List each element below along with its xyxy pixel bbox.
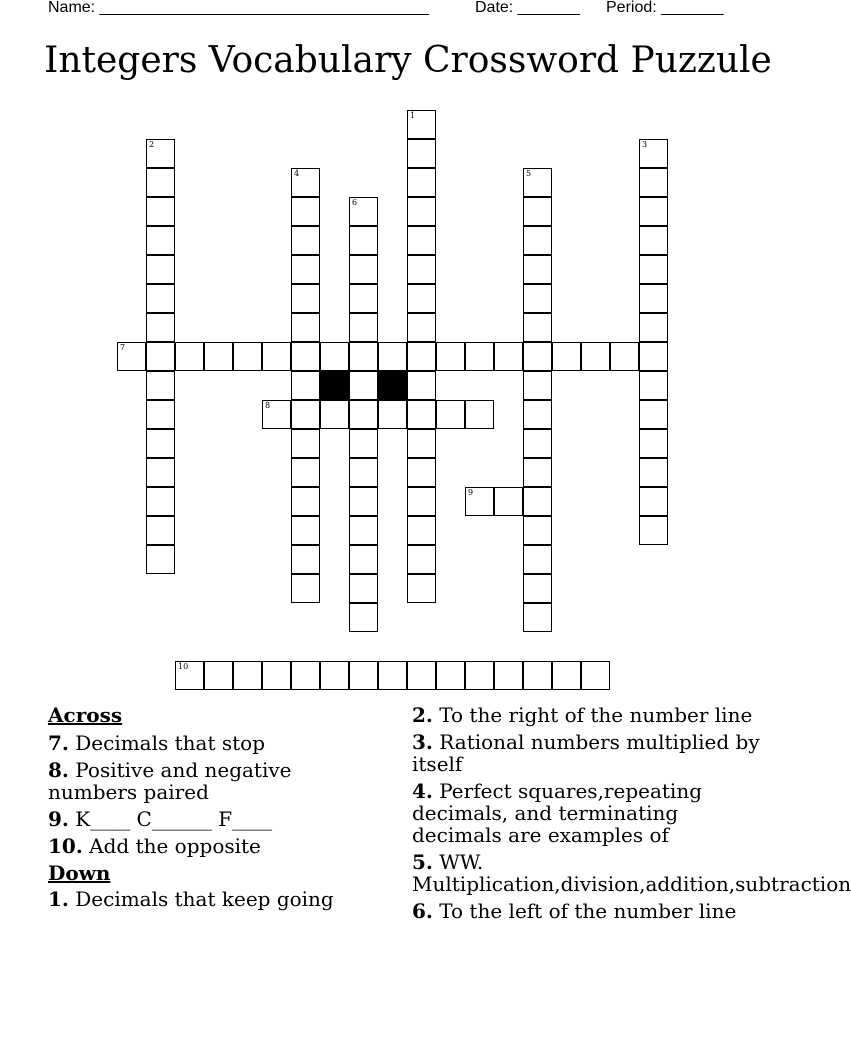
crossword-cell[interactable] (639, 371, 668, 400)
clue-text: Positive and negative numbers paired (48, 758, 292, 804)
crossword-cell[interactable] (407, 371, 436, 400)
crossword-cell[interactable] (291, 313, 320, 342)
crossword-cell[interactable] (465, 661, 494, 690)
crossword-cell[interactable] (291, 226, 320, 255)
crossword-cell[interactable] (291, 458, 320, 487)
crossword-cell[interactable] (146, 226, 175, 255)
crossword-cell[interactable] (407, 545, 436, 574)
crossword-cell[interactable] (146, 255, 175, 284)
crossword-cell[interactable] (349, 400, 378, 429)
name-field-label[interactable]: Name: _____________________________________ (48, 0, 429, 16)
clue-text: To the left of the number line (439, 899, 737, 923)
clue-number: 10. (48, 834, 83, 858)
crossword-cell[interactable] (610, 342, 639, 371)
crossword-cell[interactable] (146, 487, 175, 516)
crossword-cell[interactable] (523, 168, 552, 197)
period-field-label[interactable]: Period: _______ (606, 0, 724, 16)
clue-number-label: 10 (178, 662, 189, 671)
crossword-cell[interactable] (349, 284, 378, 313)
crossword-cell[interactable] (349, 661, 378, 690)
clue-text: WW. Multiplication,division,addition,subtraction (412, 850, 851, 896)
clue-number-label: 3 (642, 140, 648, 149)
crossword-cell[interactable] (378, 342, 407, 371)
crossword-cell[interactable] (523, 429, 552, 458)
clue-number: 1. (48, 887, 69, 911)
crossword-cell[interactable] (146, 371, 175, 400)
clue-text: Decimals that stop (75, 731, 266, 755)
crossword-cell[interactable] (146, 429, 175, 458)
crossword-cell[interactable] (639, 429, 668, 458)
crossword-cell[interactable] (349, 487, 378, 516)
clue-number-label: 4 (294, 169, 300, 178)
crossword-cell[interactable] (494, 487, 523, 516)
crossword-cell[interactable] (523, 197, 552, 226)
crossword-cell[interactable] (349, 603, 378, 632)
clue-across-7 (48, 732, 378, 754)
crossword-cell[interactable] (407, 342, 436, 371)
crossword-cell[interactable] (407, 168, 436, 197)
crossword-cell[interactable] (291, 284, 320, 313)
crossword-cell[interactable] (349, 197, 378, 226)
crossword-cell[interactable] (523, 313, 552, 342)
crossword-cell[interactable] (523, 342, 552, 371)
crossword-cell[interactable] (146, 342, 175, 371)
clue-down-3 (412, 731, 772, 775)
crossword-cell[interactable] (349, 255, 378, 284)
crossword-cell[interactable] (349, 371, 378, 400)
crossword-cell[interactable] (117, 342, 146, 371)
crossword-cell[interactable] (407, 139, 436, 168)
crossword-cell[interactable] (465, 342, 494, 371)
clue-down-4 (412, 780, 772, 846)
crossword-cell[interactable] (639, 400, 668, 429)
clue-number-label: 5 (526, 169, 532, 178)
crossword-cell[interactable] (262, 400, 291, 429)
crossword-cell[interactable] (146, 400, 175, 429)
crossword-cell[interactable] (407, 458, 436, 487)
crossword-cell[interactable] (378, 400, 407, 429)
crossword-cell[interactable] (523, 226, 552, 255)
crossword-cell[interactable] (407, 110, 436, 139)
crossword-cell[interactable] (320, 661, 349, 690)
crossword-cell[interactable] (233, 661, 262, 690)
crossword-cell[interactable] (407, 197, 436, 226)
clue-number: 4. (412, 779, 433, 803)
crossword-cell[interactable] (552, 342, 581, 371)
crossword-cell[interactable] (436, 400, 465, 429)
crossword-cell[interactable] (291, 429, 320, 458)
crossword-cell[interactable] (465, 487, 494, 516)
crossword-cell[interactable] (349, 516, 378, 545)
crossword-cell[interactable] (407, 429, 436, 458)
crossword-cell[interactable] (581, 342, 610, 371)
crossword-cell[interactable] (146, 168, 175, 197)
clue-text: Add the opposite (89, 834, 261, 858)
crossword-cell[interactable] (407, 487, 436, 516)
crossword-cell[interactable] (407, 516, 436, 545)
crossword-cell[interactable] (581, 661, 610, 690)
clue-number: 3. (412, 730, 433, 754)
crossword-cell[interactable] (523, 487, 552, 516)
crossword-cell[interactable] (146, 197, 175, 226)
clue-down-6 (412, 900, 772, 922)
clue-number: 2. (412, 703, 433, 727)
crossword-cell[interactable] (436, 661, 465, 690)
crossword-cell[interactable] (146, 284, 175, 313)
crossword-cell[interactable] (523, 255, 552, 284)
clues-column-left (48, 704, 378, 915)
crossword-cell[interactable] (291, 545, 320, 574)
crossword-cell[interactable] (523, 545, 552, 574)
crossword-cell[interactable] (291, 661, 320, 690)
clue-down-2 (412, 704, 772, 726)
crossword-cell[interactable] (349, 545, 378, 574)
black-square (320, 371, 349, 400)
crossword-cell[interactable] (436, 342, 465, 371)
clue-across-9 (48, 808, 378, 830)
clue-number: 5. (412, 850, 433, 874)
clue-number: 6. (412, 899, 433, 923)
crossword-cell[interactable] (291, 197, 320, 226)
clue-text: Perfect squares,repeating decimals, and terminating decimals are examples of (412, 779, 703, 847)
date-field-label[interactable]: Date: _______ (475, 0, 580, 16)
clue-number-label: 1 (410, 111, 416, 120)
crossword-cell[interactable] (146, 139, 175, 168)
crossword-cell[interactable] (465, 400, 494, 429)
crossword-cell[interactable] (291, 400, 320, 429)
crossword-cell[interactable] (639, 516, 668, 545)
crossword-cell[interactable] (523, 458, 552, 487)
crossword-cell[interactable] (262, 661, 291, 690)
crossword-cell[interactable] (639, 139, 668, 168)
crossword-cell[interactable] (407, 226, 436, 255)
crossword-cell[interactable] (349, 342, 378, 371)
crossword-cell[interactable] (146, 313, 175, 342)
clue-number: 8. (48, 758, 69, 782)
crossword-cell[interactable] (320, 400, 349, 429)
crossword-cell[interactable] (639, 487, 668, 516)
crossword-cell[interactable] (639, 255, 668, 284)
crossword-cell[interactable] (349, 429, 378, 458)
crossword-cell[interactable] (175, 661, 204, 690)
crossword-cell[interactable] (204, 342, 233, 371)
crossword-cell[interactable] (407, 400, 436, 429)
page-title: Integers Vocabulary Crossword Puzzule (44, 40, 772, 81)
clue-down-1 (48, 888, 378, 910)
clue-across-8 (48, 759, 378, 803)
crossword-cell[interactable] (523, 574, 552, 603)
black-square (378, 371, 407, 400)
crossword-cell[interactable] (407, 574, 436, 603)
crossword-cell[interactable] (320, 342, 349, 371)
crossword-cell[interactable] (639, 342, 668, 371)
crossword-cell[interactable] (523, 603, 552, 632)
crossword-cell[interactable] (291, 574, 320, 603)
clue-number-label: 7 (120, 343, 126, 352)
crossword-cell[interactable] (407, 255, 436, 284)
clue-number-label: 9 (468, 488, 474, 497)
crossword-cell[interactable] (291, 255, 320, 284)
crossword-cell[interactable] (146, 545, 175, 574)
crossword-cell[interactable] (146, 458, 175, 487)
crossword-cell[interactable] (639, 313, 668, 342)
across-heading: Across (48, 703, 123, 727)
crossword-cell[interactable] (523, 371, 552, 400)
crossword-cell[interactable] (175, 342, 204, 371)
clue-number-label: 6 (352, 198, 358, 207)
crossword-cell[interactable] (378, 661, 407, 690)
down-heading: Down (48, 861, 111, 885)
crossword-cell[interactable] (349, 226, 378, 255)
crossword-cell[interactable] (523, 284, 552, 313)
crossword-cell[interactable] (639, 458, 668, 487)
clue-text: To the right of the number line (439, 703, 753, 727)
crossword-cell[interactable] (552, 661, 581, 690)
crossword-cell[interactable] (523, 400, 552, 429)
clue-number: 7. (48, 731, 69, 755)
crossword-cell[interactable] (349, 574, 378, 603)
crossword-cell[interactable] (523, 661, 552, 690)
clue-across-10 (48, 835, 378, 857)
crossword-cell[interactable] (407, 313, 436, 342)
clue-number: 9. (48, 807, 69, 831)
crossword-cell[interactable] (291, 371, 320, 400)
clue-number-label: 2 (149, 140, 155, 149)
clue-number-label: 8 (265, 401, 271, 410)
clue-down-5 (412, 850, 851, 896)
crossword-cell[interactable] (291, 342, 320, 371)
crossword-cell[interactable] (349, 458, 378, 487)
crossword-cell[interactable] (639, 226, 668, 255)
crossword-cell[interactable] (233, 342, 262, 371)
crossword-cell[interactable] (262, 342, 291, 371)
crossword-cell[interactable] (204, 661, 233, 690)
clue-text: Rational numbers multiplied by itself (412, 730, 760, 776)
crossword-cell[interactable] (639, 284, 668, 313)
crossword-cell[interactable] (291, 168, 320, 197)
crossword-cell[interactable] (291, 487, 320, 516)
clue-text: Decimals that keep going (75, 887, 334, 911)
clues-column-right (412, 703, 851, 927)
crossword-cell[interactable] (349, 313, 378, 342)
crossword-cell[interactable] (494, 661, 523, 690)
crossword-cell[interactable] (407, 661, 436, 690)
crossword-cell[interactable] (639, 168, 668, 197)
clue-text: K____ C______ F____ (75, 807, 273, 831)
crossword-cell[interactable] (639, 197, 668, 226)
crossword-cell[interactable] (146, 516, 175, 545)
crossword-cell[interactable] (523, 516, 552, 545)
crossword-cell[interactable] (291, 516, 320, 545)
crossword-cell[interactable] (494, 342, 523, 371)
crossword-cell[interactable] (407, 284, 436, 313)
